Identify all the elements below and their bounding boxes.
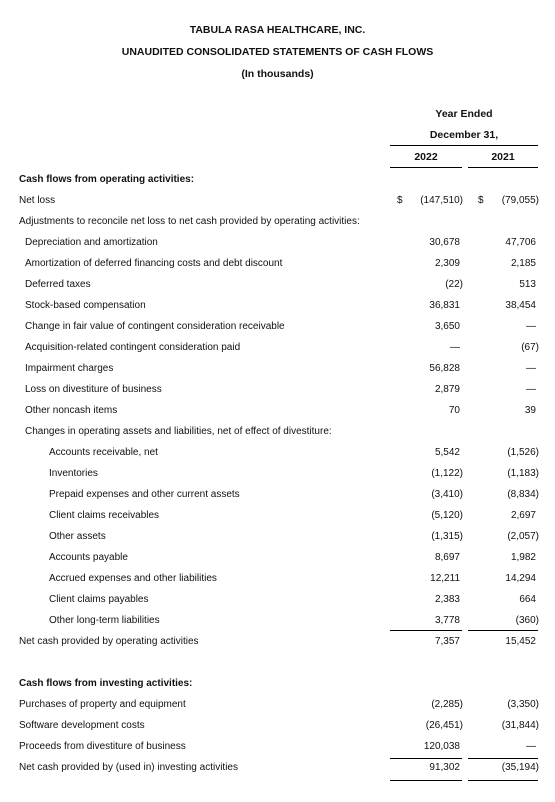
value-2022: (5,120) — [431, 510, 463, 521]
value-2021: 14,294 — [505, 573, 536, 584]
value-2022: 5,542 — [434, 447, 460, 458]
table-row — [0, 484, 555, 505]
row-label: Accrued expenses and other liabilities — [49, 573, 217, 584]
row-label: Purchases of property and equipment — [19, 699, 186, 710]
row-label: Impairment charges — [25, 363, 114, 374]
table-row — [0, 316, 555, 337]
row-label: Changes in operating assets and liabilities, net of effect of divestiture: — [25, 426, 332, 437]
value-2021: (8,834) — [507, 489, 539, 500]
row-label: Loss on divestiture of business — [25, 384, 162, 395]
value-2022: 70 — [448, 405, 460, 416]
table-row — [0, 421, 555, 442]
row-label: Net cash provided by operating activities — [19, 636, 199, 647]
value-2022: (26,451) — [425, 720, 463, 731]
table-row — [0, 253, 555, 274]
table-row — [0, 715, 555, 736]
value-2022: 7,357 — [434, 636, 460, 647]
row-label: Inventories — [49, 468, 98, 479]
value-2022: 2,309 — [434, 258, 460, 269]
row-label: Client claims payables — [49, 594, 149, 605]
value-2021: — — [526, 384, 536, 395]
column-header-2021: 2021 — [491, 151, 515, 163]
row-label: Acquisition-related contingent consideration paid — [25, 342, 241, 353]
value-2021: — — [526, 321, 536, 332]
value-2022: 2,879 — [434, 384, 460, 395]
value-2022: 30,678 — [429, 237, 460, 248]
table-row — [0, 589, 555, 610]
row-label: Accounts receivable, net — [49, 447, 158, 458]
table-row — [0, 736, 555, 757]
value-2022: 12,211 — [430, 573, 460, 584]
company-name: TABULA RASA HEALTHCARE, INC. — [189, 24, 366, 36]
value-2021: (79,055) — [501, 195, 539, 206]
row-label: Amortization of deferred financing costs and debt discount — [25, 258, 283, 269]
table-row — [0, 379, 555, 400]
column-header-2022: 2022 — [414, 151, 438, 163]
subtotal-rule-investing-2021 — [468, 758, 538, 759]
row-label: Software development costs — [19, 720, 145, 731]
table-row — [0, 337, 555, 358]
subtotal-rule-investing-2022 — [390, 758, 462, 759]
row-label: Other long-term liabilities — [49, 615, 160, 626]
row-label: Deferred taxes — [25, 279, 91, 290]
value-2021: 15,452 — [505, 636, 536, 647]
table-row — [0, 463, 555, 484]
currency-symbol-2022: $ — [397, 195, 403, 206]
value-2021: (3,350) — [507, 699, 539, 710]
value-2021: — — [526, 363, 536, 374]
value-2021: — — [526, 741, 536, 752]
value-2022: (1,315) — [431, 531, 463, 542]
row-label: Change in fair value of contingent consideration receivable — [25, 321, 285, 332]
row-label: Client claims receivables — [49, 510, 160, 521]
value-2021: 513 — [519, 279, 536, 290]
value-2021: (67) — [521, 342, 539, 353]
table-row — [0, 211, 555, 232]
value-2021: 664 — [519, 594, 536, 605]
row-label: Proceeds from divestiture of business — [19, 741, 186, 752]
value-2022: (2,285) — [431, 699, 463, 710]
value-2021: (35,194) — [501, 762, 539, 773]
period-header-line1: Year Ended — [435, 108, 493, 120]
row-label: Depreciation and amortization — [25, 237, 158, 248]
row-label: Stock-based compensation — [25, 300, 146, 311]
row-label: Cash flows from investing activities: — [19, 678, 193, 689]
value-2021: (2,057) — [507, 531, 539, 542]
value-2022: (22) — [445, 279, 463, 290]
table-row — [0, 295, 555, 316]
spacer-row — [0, 652, 555, 673]
section-header-row — [0, 673, 555, 694]
column-header-rule-2022 — [390, 167, 462, 168]
period-header-line2: December 31, — [429, 129, 499, 141]
subtotal-rule-operating-2022 — [390, 630, 462, 631]
value-2021: (31,844) — [501, 720, 539, 731]
row-label: Accounts payable — [49, 552, 128, 563]
value-2022: 3,650 — [434, 321, 460, 332]
units-note: (In thousands) — [241, 68, 314, 80]
row-label: Adjustments to reconcile net loss to net cash provided by operating activities: — [19, 216, 360, 227]
row-label: Net cash provided by (used in) investing activities — [19, 762, 238, 773]
column-header-rule-2021 — [468, 167, 538, 168]
currency-symbol-2021: $ — [478, 195, 484, 206]
total-rule-investing-2022 — [390, 780, 462, 781]
value-2021: (1,526) — [507, 447, 539, 458]
table-row — [0, 274, 555, 295]
table-row — [0, 400, 555, 421]
value-2021: (360) — [515, 615, 539, 626]
value-2022: 8,697 — [434, 552, 460, 563]
value-2022: (1,122) — [431, 468, 463, 479]
table-row — [0, 610, 555, 631]
value-2021: 2,185 — [510, 258, 536, 269]
value-2022: 120,038 — [423, 741, 460, 752]
value-2021: 1,982 — [510, 552, 536, 563]
value-2021: 2,697 — [510, 510, 536, 521]
table-row — [0, 232, 555, 253]
table-row — [0, 358, 555, 379]
table-row — [0, 694, 555, 715]
table-row — [0, 631, 555, 652]
value-2022: (147,510) — [420, 195, 463, 206]
section-header-row — [0, 169, 555, 190]
value-2021: (1,183) — [507, 468, 539, 479]
value-2022: 36,831 — [429, 300, 460, 311]
table-row — [0, 190, 555, 211]
value-2021: 39 — [524, 405, 536, 416]
row-label: Other assets — [49, 531, 106, 542]
value-2022: 2,383 — [434, 594, 460, 605]
table-row — [0, 547, 555, 568]
subtotal-rule-operating-2021 — [468, 630, 538, 631]
total-rule-investing-2021 — [468, 780, 538, 781]
value-2021: 47,706 — [505, 237, 536, 248]
value-2022: 91,302 — [429, 762, 460, 773]
table-row — [0, 526, 555, 547]
table-row — [0, 442, 555, 463]
period-header-rule — [390, 145, 538, 146]
table-row — [0, 505, 555, 526]
table-row — [0, 757, 555, 778]
value-2022: 3,778 — [434, 615, 460, 626]
row-label: Other noncash items — [25, 405, 118, 416]
table-row — [0, 568, 555, 589]
statement-title: UNAUDITED CONSOLIDATED STATEMENTS OF CASH FLOWS — [121, 46, 434, 58]
row-label: Net loss — [19, 195, 56, 206]
row-label: Prepaid expenses and other current assets — [49, 489, 240, 500]
value-2022: — — [450, 342, 460, 353]
value-2022: (3,410) — [431, 489, 463, 500]
value-2022: 56,828 — [429, 363, 460, 374]
row-label: Cash flows from operating activities: — [19, 174, 195, 185]
value-2021: 38,454 — [505, 300, 536, 311]
